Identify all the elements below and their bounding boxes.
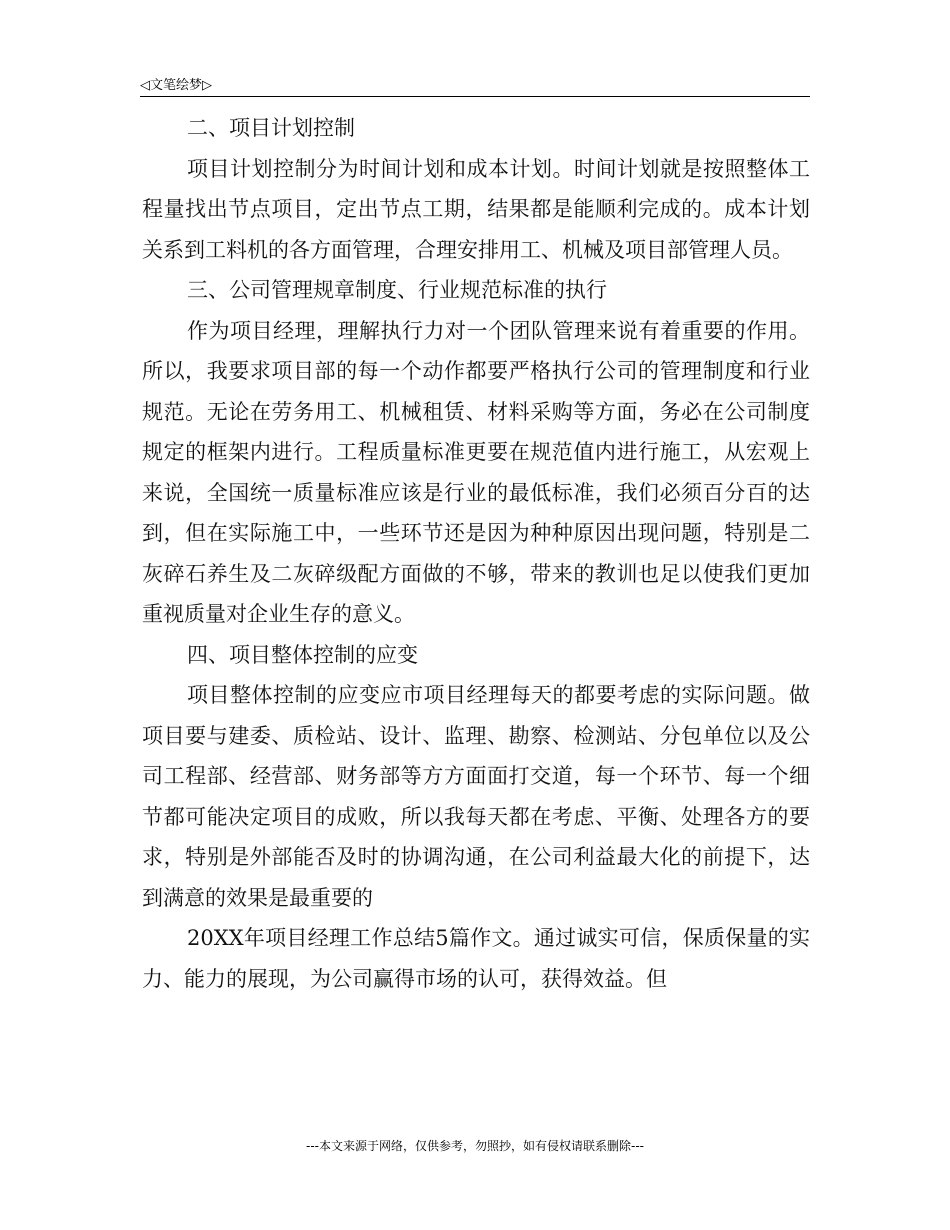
section-heading-overall-control-adaptation: 四、项目整体控制的应变 [187,642,418,667]
header-logo: ◁文笔绘梦▷ [140,78,212,93]
section-heading-regulations-execution: 三、公司管理规章制度、行业规范标准的执行 [187,278,607,302]
paragraph-project-plan-control: 项目计划控制分为时间计划和成本计划。时间计划就是按照整体工程量找出节点项目，定出节点工期，结果都是能顺利完成的。成本计划关系到工料机的各方面管理，合理安排用工、机械及项目部管理人员。 [142,156,810,262]
section-heading-project-plan-control: 二、项目计划控制 [187,116,355,140]
document-body [142,108,810,999]
page-header [140,72,810,97]
paragraph-regulations-execution: 作为项目经理，理解执行力对一个团队管理来说有着重要的作用。所以，我要求项目部的每一个动作都要严格执行公司的管理制度和行业规范。无论在劳务用工、机械租赁、材料采购等方面，务必在公司制度规定的框架内进行。工程质量标准更要在规范值内进行施工，从宏观上来说，全国统一质量标准应该是行业的最低标准，我们必须百分百的达到，但在实际施工中，一些环节还是因为种种原因出现问题，特别是二灰碎石养生及二灰碎级配方面做的不够，带来的教训也足以使我们更加重视质量对企业生存的意义。 [142,318,810,626]
paragraph-summary-continuation: 20XX年项目经理工作总结5篇作文。通过诚实可信，保质保量的实力、能力的展现，为公司赢得市场的认可，获得效益。但 [142,926,810,991]
footer-disclaimer: ---本文来源于网络，仅供参考，勿照抄，如有侵权请联系删除--- [306,1139,644,1153]
paragraph-overall-control-adaptation: 项目整体控制的应变应市项目经理每天的都要考虑的实际问题。做项目要与建委、质检站、设计、监理、勘察、检测站、分包单位以及公司工程部、经营部、财务部等方方面面打交道，每一个环节、每一个细节都可能决定项目的成败，所以我每天都在考虑、平衡、处理各方的要求，特别是外部能否及时的协调沟通，在公司利益最大化的前提下，达到满意的效果是最重要的 [142,683,810,910]
